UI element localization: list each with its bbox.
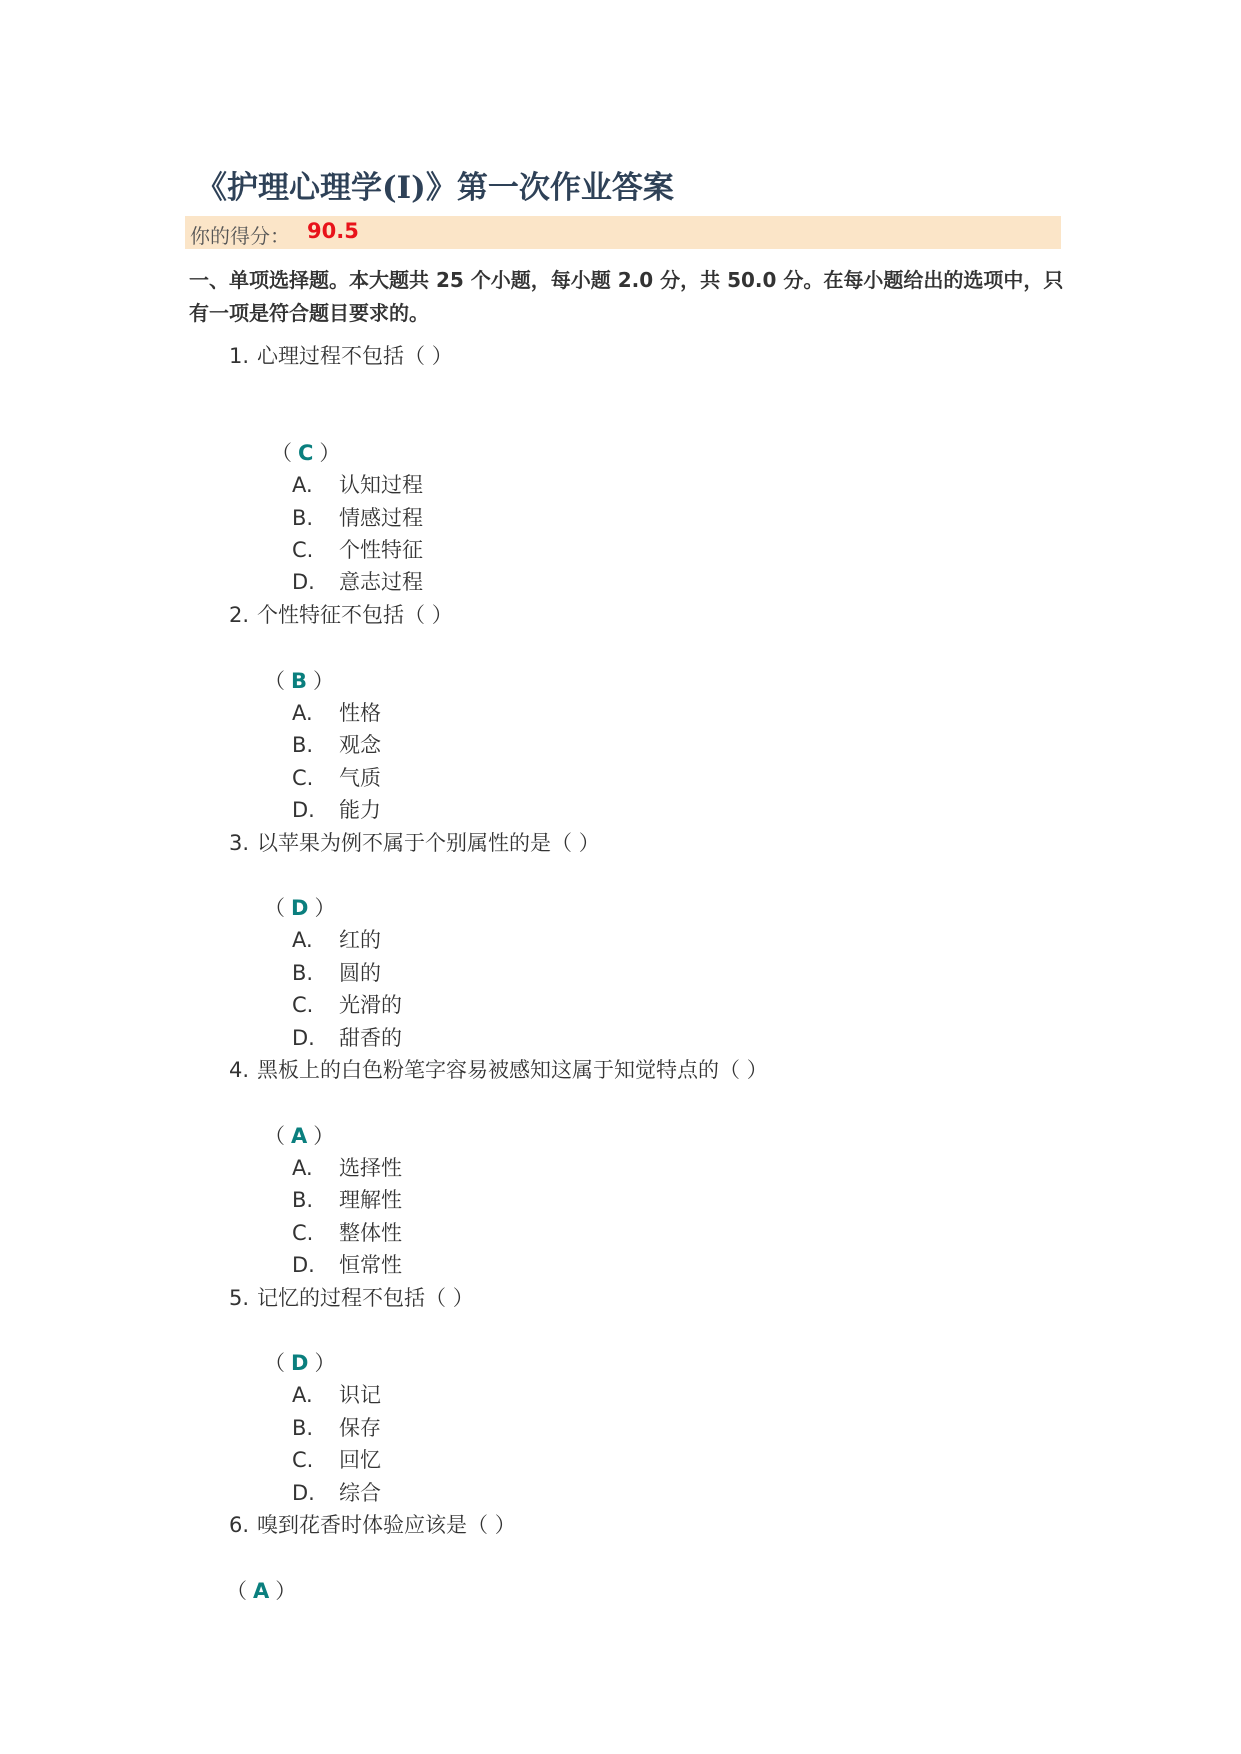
question-text: 个性特征不包括（ ）: [257, 603, 453, 627]
answer-6: （ A ）: [226, 1579, 297, 1603]
option-4-b: B. 理解性: [292, 1188, 402, 1212]
question-text: 心理过程不包括（ ）: [257, 344, 453, 368]
question-stem-3: [229, 827, 600, 857]
score-bar: [185, 216, 1061, 249]
answer-letter: A: [253, 1579, 270, 1603]
option-4-a: A. 选择性: [292, 1156, 402, 1180]
option-1-c: C. 个性特征: [292, 538, 423, 562]
answer-1: （ C ）: [271, 441, 341, 465]
question-stem-2: [229, 599, 453, 629]
answer-letter: D: [291, 896, 309, 920]
option-2-b: B. 观念: [292, 733, 381, 757]
score-label: 你的得分：: [190, 224, 290, 248]
question-stem-6: [229, 1509, 516, 1539]
option-5-b: B. 保存: [292, 1416, 381, 1440]
option-5-d: D. 综合: [292, 1481, 381, 1505]
question-number: 6.: [229, 1513, 250, 1537]
option-2-c: C. 气质: [292, 766, 381, 790]
page-title: 《护理心理学(Ⅰ)》第一次作业答案: [196, 170, 674, 206]
question-number: 4.: [229, 1058, 250, 1082]
option-3-c: C. 光滑的: [292, 993, 402, 1017]
option-3-d: D. 甜香的: [292, 1026, 402, 1050]
answer-4: （ A ）: [264, 1124, 335, 1148]
question-text: 嗅到花香时体验应该是（ ）: [257, 1513, 516, 1537]
option-2-a: A. 性格: [292, 701, 381, 725]
option-1-d: D. 意志过程: [292, 570, 423, 594]
question-number: 3.: [229, 831, 250, 855]
score-value: 90.5: [307, 219, 359, 243]
question-number: 2.: [229, 603, 250, 627]
option-1-b: B. 情感过程: [292, 506, 423, 530]
answer-letter: A: [291, 1124, 308, 1148]
question-number: 1.: [229, 344, 250, 368]
question-text: 以苹果为例不属于个别属性的是（ ）: [257, 831, 600, 855]
option-5-a: A. 识记: [292, 1383, 381, 1407]
option-1-a: A. 认知过程: [292, 473, 423, 497]
option-2-d: D. 能力: [292, 798, 381, 822]
question-stem-1: [229, 340, 453, 370]
option-3-a: A. 红的: [292, 928, 381, 952]
answer-3: （ D ）: [264, 896, 336, 920]
question-number: 5.: [229, 1286, 250, 1310]
answer-2: （ B ）: [264, 669, 335, 693]
answer-5: （ D ）: [264, 1351, 336, 1375]
option-3-b: B. 圆的: [292, 961, 381, 985]
option-4-d: D. 恒常性: [292, 1253, 402, 1277]
question-text: 记忆的过程不包括（ ）: [257, 1286, 474, 1310]
option-5-c: C. 回忆: [292, 1448, 381, 1472]
question-stem-4: [229, 1054, 768, 1084]
question-stem-5: [229, 1282, 474, 1312]
answer-letter: D: [291, 1351, 309, 1375]
answer-letter: C: [298, 441, 314, 465]
answer-letter: B: [291, 669, 308, 693]
option-4-c: C. 整体性: [292, 1221, 402, 1245]
question-text: 黑板上的白色粉笔字容易被感知这属于知觉特点的（ ）: [257, 1058, 768, 1082]
section-header: 一、单项选择题。本大题共 25 个小题，每小题 2.0 分，共 50.0 分。在每小题给出的选项中，只有一项是符合题目要求的。: [189, 268, 1064, 325]
